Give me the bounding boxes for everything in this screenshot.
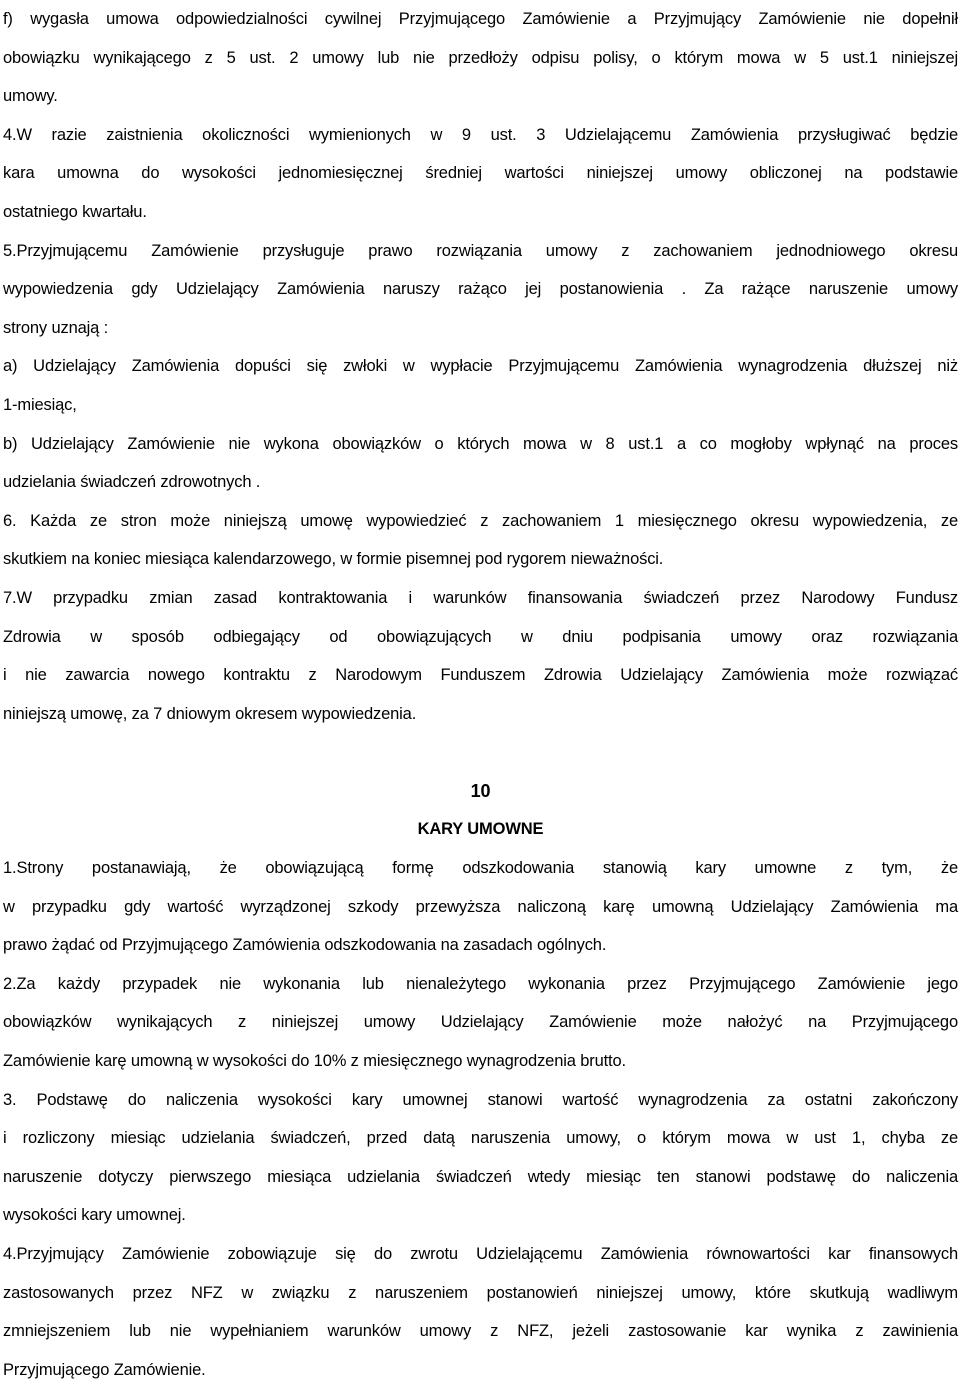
text-line: ostatniego kwartału. <box>3 202 147 221</box>
text-line: b) Udzielający Zamówienie nie wykona obowiązków o których mowa w 8 ust.1 a co mogłoby wpłynąć na proces <box>3 434 958 453</box>
text-line: 2.Za każdy przypadek nie wykonania lub nienależytego wykonania przez Przyjmującego Zamówienie jego <box>3 974 958 993</box>
text-line: 7.W przypadku zmian zasad kontraktowania i warunków finansowania świadczeń przez Narodowy Fundusz <box>3 588 958 607</box>
paragraph-p5b <box>3 425 958 502</box>
text-line: 1.Strony postanawiają, że obowiązującą formę odszkodowania stanowią kary umowne z tym, że <box>3 859 958 878</box>
text-line: obowiązków wynikających z niniejszej umowy Udzielający Zamówienie może nałożyć na Przyjmującego <box>3 1013 958 1032</box>
text-line: 4.Przyjmujący Zamówienie zobowiązuje się do zwrotu Udzielającemu Zamówienia równowartości kar finansowych <box>3 1245 958 1263</box>
text-line: f) wygasła umowa odpowiedzialności cywilnej Przyjmującego Zamówienie a Przyjmujący Zamówienie nie dopełnił <box>3 10 958 28</box>
text-line: umowy. <box>3 87 58 106</box>
text-line: i rozliczony miesiąc udzielania świadczeń, przed datą naruszenia umowy, o którym mowa w ust 1, chyba ze <box>3 1129 958 1148</box>
text-line: Zamówienie karę umowną w wysokości do 10% z miesięcznego wynagrodzenia brutto. <box>3 1052 626 1071</box>
text-line: prawo żądać od Przyjmującego Zamówienia odszkodowania na zasadach ogólnych. <box>3 936 607 955</box>
text-line: 6. Każda ze stron może niniejszą umowę wypowiedzieć z zachowaniem 1 miesięcznego okresu wypowiedzenia, ze <box>3 511 958 530</box>
paragraph-k3 <box>3 1081 958 1235</box>
text-line: wysokości kary umownej. <box>3 1206 186 1225</box>
text-line: naruszenie dotyczy pierwszego miesiąca udzielania świadczeń wtedy miesiąc ten stanowi podstawę do naliczenia <box>3 1167 958 1186</box>
text-line: Przyjmującego Zamówienie. <box>3 1360 206 1379</box>
text-line: strony uznają : <box>3 318 109 337</box>
text-line: i nie zawarcia nowego kontraktu z Narodowym Funduszem Zdrowia Udzielający Zamówienia może rozwiązać <box>3 666 958 685</box>
paragraph-p5 <box>3 232 958 348</box>
text-line: obowiązku wynikającego z 5 ust. 2 umowy lub nie przedłoży odpisu polisy, o którym mowa w 5 ust.1 niniejszej <box>3 48 958 67</box>
text-line: zastosowanych przez NFZ w związku z naruszeniem postanowień niniejszej umowy, które skutkują wadliwym <box>3 1283 958 1302</box>
text-line: niniejszą umowę, za 7 dniowym okresem wypowiedzenia. <box>3 704 417 723</box>
paragraph-k2 <box>3 965 958 1081</box>
text-line: udzielania świadczeń zdrowotnych . <box>3 473 261 492</box>
paragraph-k4 <box>3 1235 958 1389</box>
text-line: wypowiedzenia gdy Udzielający Zamówienia naruszy rażąco jej postanowienia . Za rażące naruszenie umowy <box>3 280 958 299</box>
document-page <box>3 0 958 1389</box>
text-line: a) Udzielający Zamówienia dopuści się zwłoki w wypłacie Przyjmującemu Zamówienia wynagrodzenia dłuższej niż <box>3 357 958 376</box>
text-line: skutkiem na koniec miesiąca kalendarzowego, w formie pisemnej pod rygorem nieważności. <box>3 550 664 569</box>
paragraph-p4 <box>3 116 958 232</box>
paragraph-f <box>3 0 958 116</box>
text-line: 1-miesiąc, <box>3 395 77 414</box>
section-number: 10 <box>470 780 491 801</box>
blank-line <box>3 733 958 772</box>
section-9-continuation <box>3 0 958 733</box>
section-title: KARY UMOWNE <box>417 820 544 839</box>
text-line: 5.Przyjmującemu Zamówienie przysługuje prawo rozwiązania umowy z zachowaniem jednodniowego okresu <box>3 241 958 260</box>
text-line: 4.W razie zaistnienia okoliczności wymienionych w 9 ust. 3 Udzielającemu Zamówienia przysługiwać będzie <box>3 125 958 144</box>
section-10-body <box>3 849 958 1389</box>
text-line: w przypadku gdy wartość wyrządzonej szkody przewyższa naliczoną karę umowną Udzielający Zamówienia ma <box>3 897 958 916</box>
text-line: Zdrowia w sposób odbiegający od obowiązujących w dniu podpisania umowy oraz rozwiązania <box>3 627 958 646</box>
text-line: kara umowna do wysokości jednomiesięcznej średniej wartości niniejszej umowy obliczonej na podstawie <box>3 164 958 183</box>
paragraph-p5a <box>3 347 958 424</box>
text-line: zmniejszeniem lub nie wypełnianiem warunków umowy z NFZ, jeżeli zastosowanie kar wynika z zawinienia <box>3 1322 958 1341</box>
paragraph-p6 <box>3 502 958 579</box>
paragraph-p7 <box>3 579 958 733</box>
text-line: 3. Podstawę do naliczenia wysokości kary umownej stanowi wartość wynagrodzenia za ostatni zakończony <box>3 1090 958 1109</box>
paragraph-k1 <box>3 849 958 965</box>
